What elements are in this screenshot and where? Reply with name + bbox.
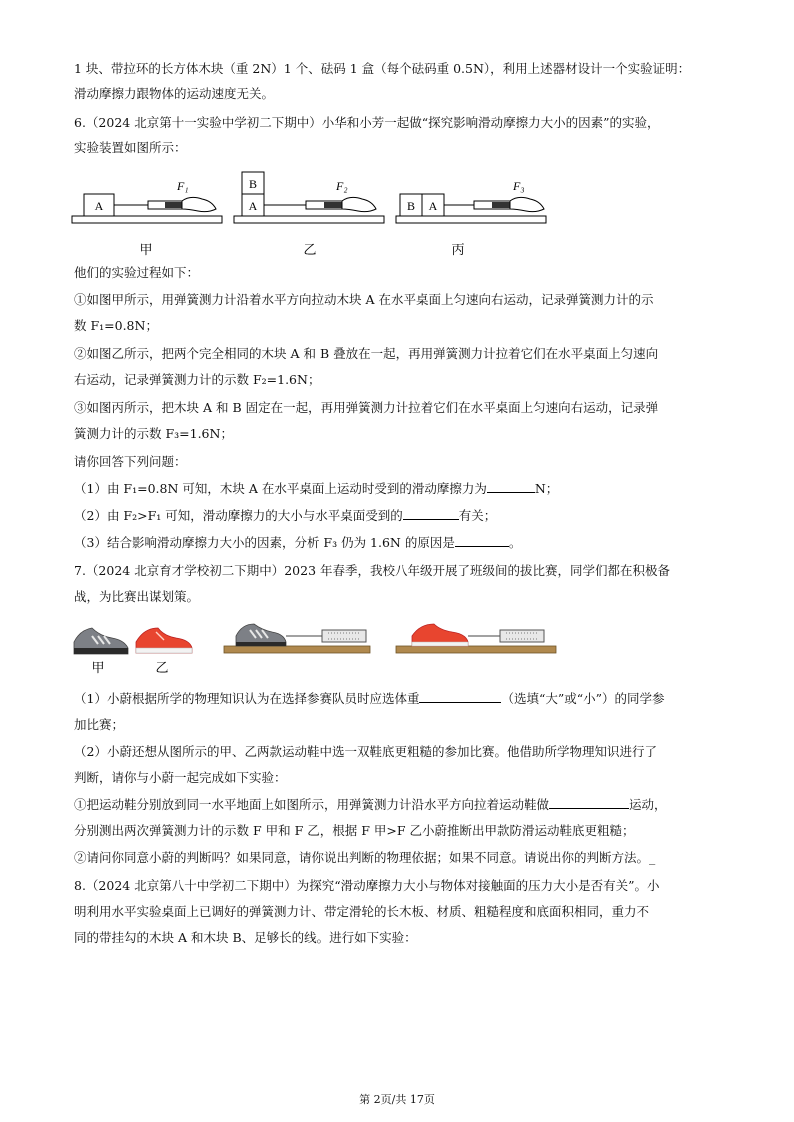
block-a: A <box>428 199 438 213</box>
q8-stem-line-3: 同的带挂勾的木块 A 和木块 B、足够长的线。进行如下实验： <box>74 930 417 945</box>
q7-stem-line-1: 7.（2024 北京育才学校初二下期中）2023 年春季，我校八年级开展了班级间的拔比赛，同学们都在积极备 <box>74 563 670 578</box>
answer-blank[interactable] <box>403 507 459 520</box>
label-bing: 丙 <box>451 243 465 258</box>
setup-jia <box>224 624 370 653</box>
q7-step-1-line-1: ①把运动鞋分别放到同一水平地面上如图所示，用弹簧测力计沿水平方向拉着运动鞋做 运动， <box>74 797 667 812</box>
answer-blank[interactable] <box>487 480 535 493</box>
block-b: B <box>406 199 416 213</box>
q6-step-1-line-2: 数 F₁=0.8N； <box>74 318 158 333</box>
q6-answer-2: （2）由 F₂>F₁ 可知，滑动摩擦力的大小与水平桌面受到的 有关； <box>74 508 497 523</box>
shoe-yi-icon <box>136 628 192 653</box>
figure-bing <box>396 179 546 258</box>
block-a: A <box>94 199 104 213</box>
q6-step-3-line-2: 簧测力计的示数 F₃=1.6N； <box>74 426 233 441</box>
force-f1: F₁ <box>177 179 189 193</box>
force-f2: F₂ <box>336 179 348 193</box>
q5-line-1: 1 块、带拉环的长方体木块（重 2N）1 个、砝码 1 盒（每个砝码重 0.5N），利用上述器材设计一个实验证明： <box>74 61 691 76</box>
block-a: A <box>248 199 258 213</box>
q7-answer-2-line-1: （2）小蔚还想从图所示的甲、乙两款运动鞋中选一双鞋底更粗糙的参加比赛。他借助所学物理知识进行了 <box>74 744 657 759</box>
page-footer: 第 2页/共 17页 <box>359 1093 435 1106</box>
q7-figure <box>70 614 560 678</box>
q6-answer-3: （3）结合影响滑动摩擦力大小的因素，分析 F₃ 仍为 1.6N 的原因是 。 <box>74 535 522 550</box>
q8-stem-line-2: 明利用水平实验桌面上已调好的弹簧测力计、带定滑轮的长木板、材质、粗糙程度和底面积相同，重力不 <box>74 904 650 919</box>
label-jia: 甲 <box>139 243 153 258</box>
q6-stem-line-2: 实验装置如图所示： <box>74 140 187 155</box>
q7-answer-1-line-1: （1）小蔚根据所学的物理知识认为在选择参赛队员时应选体重 （选填“大”或“小”）的同学参 <box>74 691 665 706</box>
q6-figure <box>70 168 560 260</box>
q6-ask: 请你回答下列问题： <box>74 454 187 469</box>
q6-step-3-line-1: ③如图丙所示，把木块 A 和 B 固定在一起，再用弹簧测力计拉着它们在水平桌面上匀速向右运动，记录弹 <box>74 400 659 415</box>
force-f3: F₃ <box>513 179 525 193</box>
label-yi: 乙 <box>155 661 169 676</box>
q8-stem-line-1: 8.（2024 北京第八十中学初二下期中）为探究“滑动摩擦力大小与物体对接触面的压力大小是否有关”。小 <box>74 878 660 893</box>
answer-blank[interactable] <box>549 796 629 809</box>
q5-line-2: 滑动摩擦力跟物体的运动速度无关。 <box>74 86 275 101</box>
q6-process: 他们的实验过程如下： <box>74 265 200 280</box>
q7-step-2: ②请问你同意小蔚的判断吗？如果同意，请你说出判断的物理依据；如果不同意。请说出你的判断方法。_ <box>74 850 656 865</box>
q7-answer-1-line-2: 加比赛； <box>74 717 125 732</box>
block-b: B <box>248 177 258 191</box>
q6-answer-1: （1）由 F₁=0.8N 可知，木块 A 在水平桌面上运动时受到的滑动摩擦力为 N； <box>74 481 559 496</box>
q6-step-2-line-1: ②如图乙所示，把两个完全相同的木块 A 和 B 叠放在一起，再用弹簧测力计拉着它们在水平桌面上匀速向 <box>74 346 659 361</box>
q6-step-2-line-2: 右运动，记录弹簧测力计的示数 F₂=1.6N； <box>74 372 321 387</box>
q7-stem-line-2: 战，为比赛出谋划策。 <box>74 589 200 604</box>
label-jia: 甲 <box>91 661 105 676</box>
setup-yi <box>396 624 556 653</box>
answer-blank[interactable] <box>419 690 501 703</box>
answer-blank[interactable] <box>455 534 509 547</box>
shoe-jia-icon <box>74 628 128 654</box>
q7-answer-2-line-2: 判断，请你与小蔚一起完成如下实验： <box>74 770 287 785</box>
q7-step-1-line-2: 分别测出两次弹簧测力计的示数 F 甲和 F 乙，根据 F 甲>F 乙小蔚推断出甲款防滑运动鞋底更粗糙； <box>74 823 635 838</box>
q6-stem-line-1: 6.（2024 北京第十一实验中学初二下期中）小华和小芳一起做“探究影响滑动摩擦力大小的因素”的实验， <box>74 115 660 130</box>
figure-yi <box>234 172 384 258</box>
q6-step-1-line-1: ①如图甲所示，用弹簧测力计沿着水平方向拉动木块 A 在水平桌面上匀速向右运动，记录弹簧测力计的示 <box>74 292 654 307</box>
label-yi: 乙 <box>303 243 317 258</box>
figure-jia <box>72 179 222 258</box>
